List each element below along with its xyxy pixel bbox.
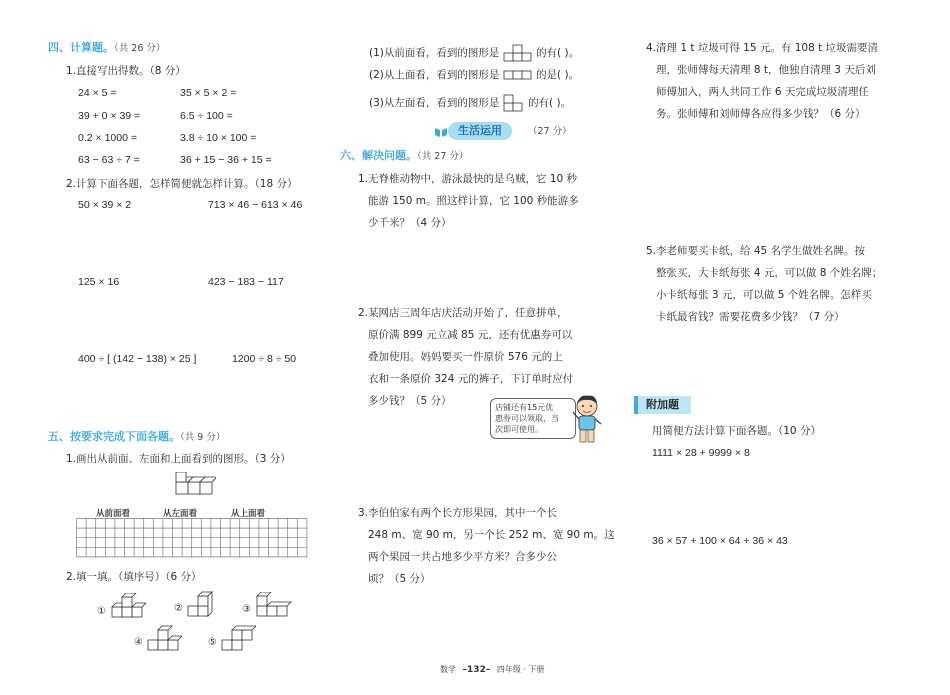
fill-line-prefix: (3)从左面看，看到的图形是 [369, 97, 500, 109]
footer-grade: 四年级 · 下册 [496, 665, 545, 674]
q2-title: 2.计算下面各题，怎样简便就怎样计算。（18 分） [66, 178, 298, 190]
view-shape-2 [503, 69, 533, 81]
q2-item: 423 − 183 − 117 [208, 276, 284, 288]
cube-label-1: ① [97, 606, 106, 617]
section4-title: 四、计算题。 [48, 41, 114, 54]
q1-title: 1.直接写出得数。（8 分） [66, 65, 186, 77]
problem2-line: 原价满 899 元立减 85 元，还有优惠券可以 [368, 329, 573, 341]
book-icon [434, 126, 448, 138]
problem3-line: 两个果园一共占地多少平方米？合多少公 [368, 551, 557, 563]
section5-title: 五、按要求完成下面各题。 [48, 430, 180, 443]
fill-line-3 [369, 94, 571, 112]
bubble-line: 次即可使用。 [495, 425, 543, 434]
bubble-line: 惠券可以领取，当 [495, 414, 559, 423]
cube-figure-2 [186, 590, 216, 620]
cube-figure-4 [146, 622, 182, 654]
q2-item: 400 ÷ [ (142 − 138) × 25 ] [78, 353, 197, 365]
solid-figure [172, 472, 216, 498]
speech-bubble [490, 398, 576, 439]
section6-heading [340, 149, 468, 164]
bonus-title: 附加题 [634, 396, 691, 414]
problem5-line: 小卡纸每张 3 元，可以做 5 个姓名牌。怎样买 [656, 289, 872, 301]
q1-item: 36 + 15 − 36 + 15 = [180, 154, 272, 166]
cube-label-2: ② [174, 603, 183, 614]
section6-title: 六、解决问题。 [340, 149, 417, 162]
footer-page-number: –132– [462, 665, 491, 675]
fill-line-1 [369, 44, 579, 62]
q2-item: 1200 ÷ 8 ÷ 50 [232, 353, 297, 365]
problem3-line: 3.李伯伯家有两个长方形果园，其中一个长 [358, 507, 558, 519]
s5-q1-title: 1.画出从前面、左面和上面看到的图形。（3 分） [66, 453, 291, 465]
section-banner: 生活运用 [448, 122, 512, 140]
section4-points: （共 26 分） [114, 43, 166, 54]
q1-item: 39 + 0 × 39 = [78, 110, 141, 122]
bonus-item: 36 × 57 + 100 × 64 + 36 × 43 [652, 535, 788, 547]
problem2-line: 叠加使用。妈妈要买一件原价 576 元的上 [368, 351, 563, 363]
q1-item: 63 − 63 ÷ 7 = [78, 154, 140, 166]
s5-q2-title: 2.填一填。（填序号）（6 分） [66, 571, 202, 583]
q2-item: 713 × 46 − 613 × 46 [208, 199, 303, 211]
q1-item: 35 × 5 × 2 = [180, 87, 237, 99]
q1-item: 24 × 5 = [78, 87, 117, 99]
problem2-line: 多少钱？（5 分） [368, 395, 452, 407]
problem5-line: 整张买，大卡纸每张 4 元，可以做 8 个姓名牌； [656, 267, 883, 279]
right-column [630, 0, 950, 695]
section5-heading [48, 430, 225, 445]
problem5-line: 5.李老师要买卡纸，给 45 名学生做姓名牌。按 [646, 245, 866, 257]
problem2-line: 衣和一条原价 324 元的裤子，下订单时应付 [368, 373, 574, 385]
q1-item: 6.5 ÷ 100 = [180, 110, 233, 122]
bonus-item: 1111 × 28 + 9999 × 8 [652, 447, 750, 459]
cube-label-3: ③ [242, 604, 251, 615]
fill-line-prefix: (2)从上面看，看到的图形是 [369, 69, 500, 81]
problem5-line: 卡纸最省钱？需要花费多少钱？（7 分） [656, 311, 845, 323]
fill-line-suffix[interactable]: 的有( )。 [536, 47, 580, 59]
cube-figure-3 [255, 592, 295, 620]
bubble-line: 店铺还有15元优 [495, 403, 554, 412]
problem4-line: 师傅加入，两人共同工作 6 天完成垃圾清理任 [656, 86, 869, 98]
fill-line-prefix: (1)从前面看，看到的图形是 [369, 47, 500, 59]
boy-illustration [570, 394, 604, 448]
drawing-grid[interactable] [76, 518, 312, 558]
problem1-line: 1.无脊椎动物中，游泳最快的是乌贼，它 10 秒 [358, 173, 578, 185]
problem3-line: 248 m、宽 90 m，另一个长 252 m、宽 90 m。这 [368, 529, 615, 541]
banner-points: （27 分） [528, 126, 572, 137]
cube-label-4: ④ [134, 637, 143, 648]
q2-item: 50 × 39 × 2 [78, 199, 132, 211]
section4-heading [48, 41, 165, 56]
problem4-line: 务。张师傅和刘师傅各应得多少钱？（6 分） [656, 108, 866, 120]
footer [440, 664, 545, 675]
footer-subject: 数学 [440, 665, 456, 674]
left-column [0, 0, 330, 695]
middle-column [330, 0, 630, 695]
view-shape-3 [503, 94, 525, 112]
problem3-line: 顷？（5 分） [368, 573, 431, 585]
bonus-intro: 用简便方法计算下面各题。（10 分） [652, 425, 821, 437]
fill-line-2 [369, 68, 579, 82]
problem4-line: 4.清理 1 t 垃圾可得 15 元。有 108 t 垃圾需要清 [646, 42, 879, 54]
section6-points: （共 27 分） [417, 151, 469, 162]
grid-label-left: 从左面看 [163, 509, 198, 519]
fill-line-suffix[interactable]: 的有( )。 [528, 97, 572, 109]
problem1-line: 能游 150 m。照这样计算，它 100 秒能游多 [368, 195, 579, 207]
q2-item: 125 × 16 [78, 276, 120, 288]
problem1-line: 少千米？（4 分） [368, 217, 452, 229]
q1-item: 3.8 ÷ 10 × 100 = [180, 132, 257, 144]
grid-label-front: 从前面看 [96, 509, 131, 519]
fill-line-suffix[interactable]: 的是( )。 [536, 69, 580, 81]
cube-label-5: ⑤ [208, 637, 217, 648]
view-shape-1 [503, 44, 533, 62]
problem2-line: 2.某网店三周年店庆活动开始了，任意拼单， [358, 307, 568, 319]
q1-item: 0.2 × 1000 = [78, 132, 137, 144]
problem4-line: 理，张师傅每天清理 8 t，他独自清理 3 天后刘 [656, 64, 876, 76]
grid-label-top: 从上面看 [231, 509, 266, 519]
cube-figure-1 [110, 593, 146, 621]
section5-points: （共 9 分） [180, 432, 226, 443]
cube-figure-5 [220, 622, 256, 654]
